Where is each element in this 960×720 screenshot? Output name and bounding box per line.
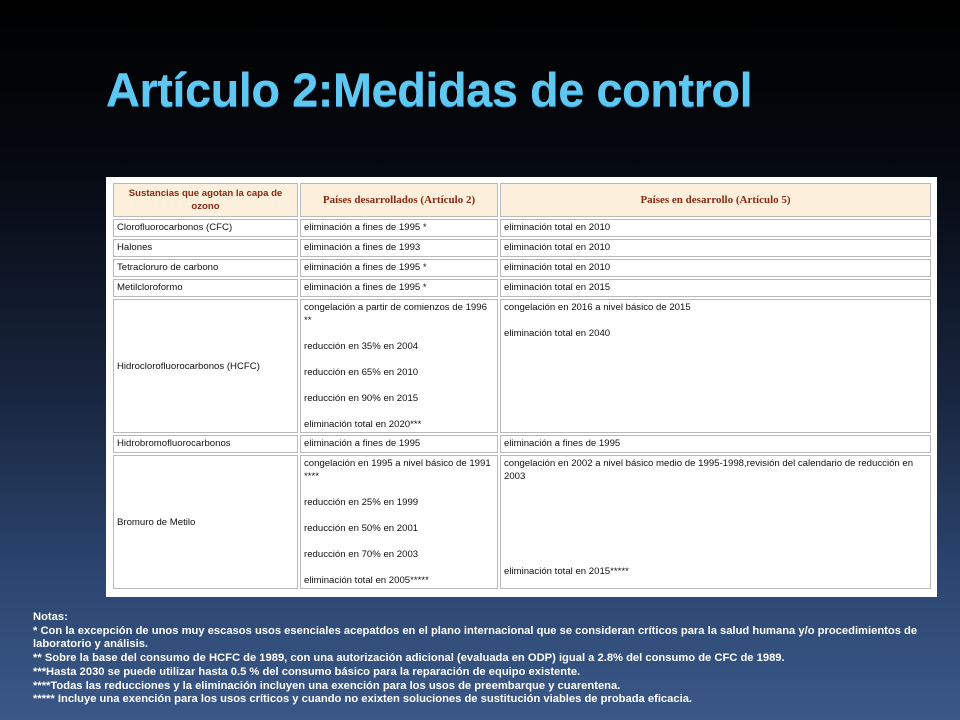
table-row [113, 219, 931, 237]
note-item: ** Sobre la base del consumo de HCFC de 1989, con una autorización adicional (evaluada en ODP) igual a 2.8% del consumo de CFC de 1989. [33, 652, 785, 665]
cell-developed: eliminación a fines de 1995 * [300, 259, 498, 277]
cell-developed: eliminación a fines de 1993 [300, 239, 498, 257]
header-developed: Países desarrollados (Artículo 2) [300, 183, 498, 217]
cell-developing [500, 455, 931, 589]
slide-title: Artículo 2:Medidas de control [106, 63, 753, 116]
table-row [113, 259, 931, 277]
table-row [113, 279, 931, 297]
schedule-step: eliminación total en 2020*** [304, 419, 422, 430]
note-item: ***Hasta 2030 se puede utilizar hasta 0.5 % del consumo básico para la reparación de equipo existente. [33, 665, 581, 678]
cell-substance: Bromuro de Metilo [113, 455, 298, 589]
cell-developing [500, 299, 931, 433]
table-row [113, 239, 931, 257]
cell-developing: eliminación total en 2010 [500, 219, 931, 237]
cell-developed [300, 299, 498, 433]
cell-substance: Halones [113, 239, 298, 257]
cell-substance: Hidroclorofluorocarbonos (HCFC) [113, 299, 298, 433]
note-item: * Con la excepción de unos muy escasos usos esenciales acepatdos en el plano internacional que se consideran críticos para la salud humana y/o procedimientos de laboratorio y análisis. [33, 624, 918, 651]
table-row [113, 299, 931, 433]
schedule-step: reducción en 35% en 2004 [304, 341, 419, 352]
schedule-step: eliminación total en 2015***** [504, 566, 629, 577]
header-developing: Países en desarrollo (Artículo 5) [500, 183, 931, 217]
header-substances: Sustancias que agotan la capa de ozono [113, 183, 298, 217]
schedule-step: congelación en 2016 a nivel básico de 2015 [504, 302, 691, 313]
cell-developed: eliminación a fines de 1995 [300, 435, 498, 453]
schedule-step: reducción en 25% en 1999 [304, 497, 419, 508]
schedule-step: reducción en 90% en 2015 [304, 393, 419, 404]
cell-developing: eliminación total en 2010 [500, 239, 931, 257]
schedule-step: congelación en 1995 a nivel básico de 1991 **** [304, 458, 491, 482]
control-measures-table [111, 181, 933, 591]
cell-substance: Hidrobromofluorocarbonos [113, 435, 298, 453]
notes-block [33, 611, 933, 707]
cell-developing: eliminación total en 2010 [500, 259, 931, 277]
schedule-step: eliminación total en 2040 [504, 328, 611, 339]
cell-developed [300, 455, 498, 589]
control-measures-table-frame [106, 177, 937, 597]
notes-heading: Notas: [33, 611, 68, 623]
note-item: ****Todas las reducciones y la eliminación incluyen una exención para los usos de preembarque y cuarentena. [33, 679, 621, 692]
cell-substance: Tetracloruro de carbono [113, 259, 298, 277]
schedule-step: congelación a partir de comienzos de 1996 ** [304, 302, 487, 326]
cell-substance: Clorofluorocarbonos (CFC) [113, 219, 298, 237]
schedule-step: congelación en 2002 a nivel básico medio de 1995-1998,revisión del calendario de reducción en 2003 [504, 458, 914, 482]
cell-developed: eliminación a fines de 1995 * [300, 279, 498, 297]
cell-developing: eliminación a fines de 1995 [500, 435, 931, 453]
schedule-step: reducción en 65% en 2010 [304, 367, 419, 378]
cell-developing: eliminación total en 2015 [500, 279, 931, 297]
cell-developed: eliminación a fines de 1995 * [300, 219, 498, 237]
cell-substance: Metilcloroformo [113, 279, 298, 297]
table-row [113, 455, 931, 589]
schedule-step: eliminación total en 2005***** [304, 575, 429, 586]
schedule-step: reducción en 50% en 2001 [304, 523, 419, 534]
schedule-step: reducción en 70% en 2003 [304, 549, 419, 560]
table-row [113, 435, 931, 453]
note-item: ***** Incluye una exención para los usos críticos y cuando no exixten soluciones de sustitución viables de probada eficacia. [33, 693, 693, 706]
table-header-row [113, 183, 931, 217]
